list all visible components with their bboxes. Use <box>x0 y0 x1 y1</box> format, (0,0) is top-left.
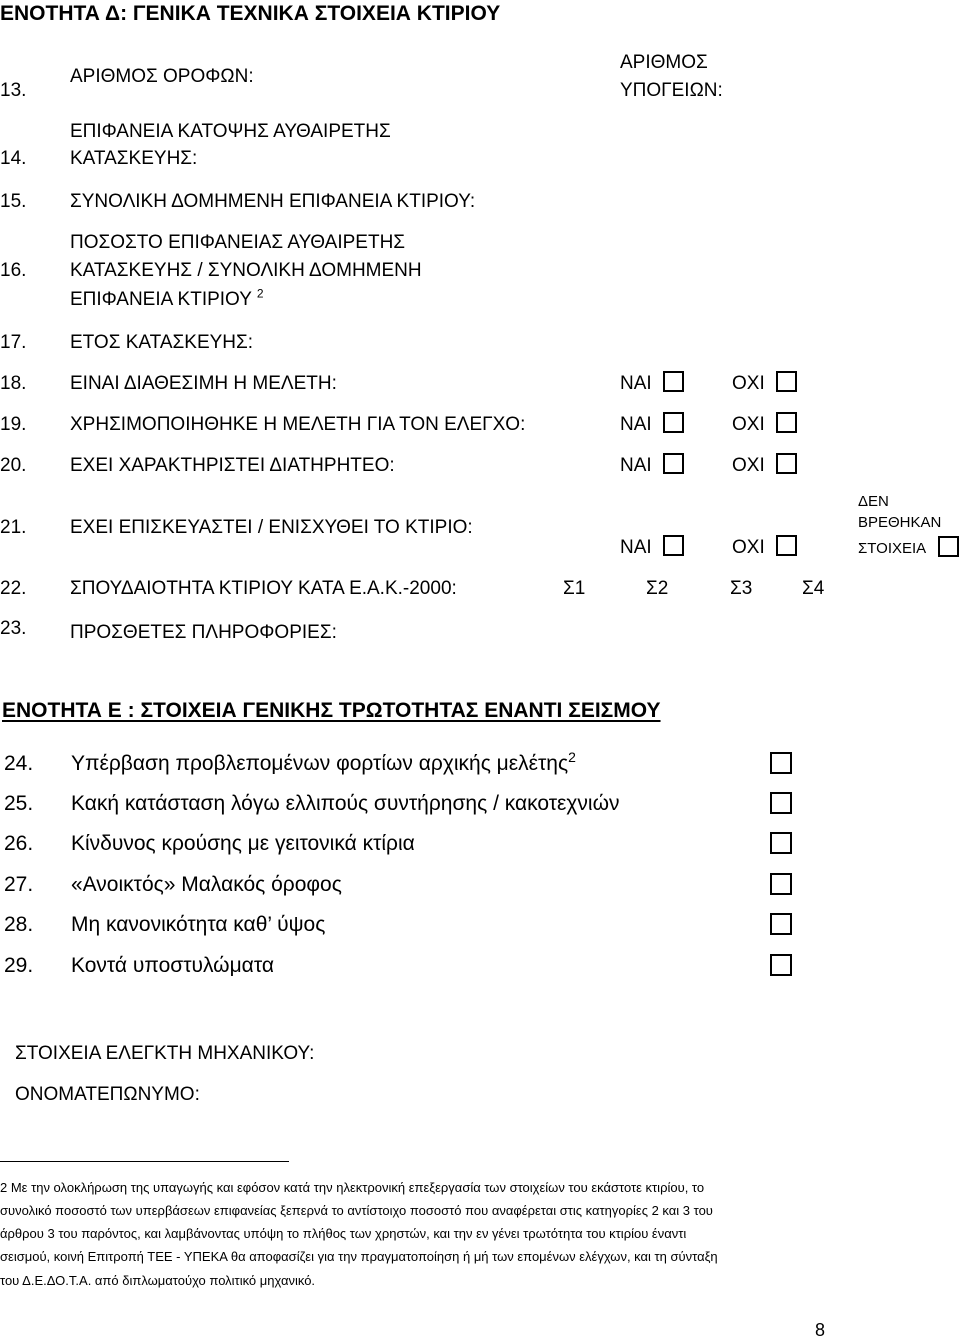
not-found-label-line2: ΒΡΕΘΗΚΑΝ <box>858 514 942 531</box>
item-28-label: Μη κανονικότητα καθ’ ύψος <box>71 913 326 936</box>
item-18-number: 18. <box>0 373 27 394</box>
importance-class-s4[interactable]: Σ4 <box>802 578 825 599</box>
item-15-label: ΣΥΝΟΛΙΚΗ ΔΟΜΗΜΕΝΗ ΕΠΙΦΑΝΕΙΑ ΚΤΙΡΙΟΥ: <box>70 191 476 212</box>
item-19-no-checkbox[interactable] <box>776 412 797 433</box>
item-22-label: ΣΠΟΥΔΑΙΟΤΗΤΑ ΚΤΙΡΙΟΥ ΚΑΤΑ Ε.Α.Κ.-2000: <box>70 578 457 599</box>
item-19-yes-checkbox[interactable] <box>663 412 684 433</box>
item-24-label-row <box>71 749 576 776</box>
item-25-number: 25. <box>4 792 34 815</box>
section-d-title: ΕΝΟΤΗΤΑ Δ: ΓΕΝΙΚΑ ΤΕΧΝΙΚΑ ΣΤΟΙΧΕΙΑ ΚΤΙΡΙΟΥ <box>0 2 501 25</box>
item-19-number: 19. <box>0 414 27 435</box>
item-18-yes-checkbox[interactable] <box>663 371 684 392</box>
item-29-number: 29. <box>4 954 34 977</box>
item-25-checkbox[interactable] <box>770 792 792 814</box>
item-19-yes-label: ΝΑΙ <box>620 414 652 435</box>
item-25-label: Κακή κατάσταση λόγω ελλιπούς συντήρησης / κακοτεχνιών <box>71 792 620 815</box>
item-16-label-line3: ΕΠΙΦΑΝΕΙΑ ΚΤΙΡΙΟΥ <box>70 289 252 310</box>
engineer-heading: ΣΤΟΙΧΕΙΑ ΕΛΕΓΚΤΗ ΜΗΧΑΝΙΚΟΥ: <box>15 1043 315 1064</box>
section-e-title: ΕΝΟΤΗΤΑ Ε : ΣΤΟΙΧΕΙΑ ΓΕΝΙΚΗΣ ΤΡΩΤΟΤΗΤΑΣ ΕΝΑΝΤΙ ΣΕΙΣΜΟΥ <box>2 699 661 722</box>
footnote-separator <box>0 1161 289 1162</box>
footnote-line2: συνολικό ποσοστό των υπερβάσεων επιφανείας ξεπερνά το αντίστοιχο ποσοστό που αναφέρεται στις κατηγορίες 2 και 3 του <box>0 1203 713 1218</box>
item-16-footnote-ref: 2 <box>256 286 264 301</box>
item-20-no-label: ΟΧΙ <box>732 455 765 476</box>
item-28-number: 28. <box>4 913 34 936</box>
item-24-footnote-ref: 2 <box>568 749 576 765</box>
item-16-number: 16. <box>0 260 27 281</box>
importance-class-s3[interactable]: Σ3 <box>730 578 753 599</box>
not-found-label-line3: ΣΤΟΙΧΕΙΑ <box>858 540 927 557</box>
item-23-number: 23. <box>0 618 27 639</box>
importance-class-s2[interactable]: Σ2 <box>646 578 669 599</box>
item-15-number: 15. <box>0 191 27 212</box>
item-24-checkbox[interactable] <box>770 752 792 774</box>
footnote-line3: άρθρου 3 του παρόντος, και λαμβάνοντας υπόψη το πλήθος των χρηστών, και την εν γένει τρωτότητα του κτιρίου έναντι <box>0 1226 687 1241</box>
item-14-number: 14. <box>0 148 27 169</box>
item-13-number: 13. <box>0 80 27 101</box>
item-29-checkbox[interactable] <box>770 954 792 976</box>
item-20-no-checkbox[interactable] <box>776 453 797 474</box>
item-21-yes-checkbox[interactable] <box>663 535 684 556</box>
engineer-name-label: ΟΝΟΜΑΤΕΠΩΝΥΜΟ: <box>15 1084 200 1105</box>
item-21-no-checkbox[interactable] <box>776 535 797 556</box>
footnote-line1: 2 Με την ολοκλήρωση της υπαγωγής και εφόσον κατά την ηλεκτρονική επεξεργασία των στοιχείων του εκάστοτε κτιρίου, το <box>0 1180 705 1195</box>
item-14-label-line1: ΕΠΙΦΑΝΕΙΑ ΚΑΤΟΨΗΣ ΑΥΘΑΙΡΕΤΗΣ <box>70 121 391 142</box>
item-26-checkbox[interactable] <box>770 832 792 854</box>
item-21-yes-label: ΝΑΙ <box>620 537 652 558</box>
item-16-label-line3-row <box>70 286 264 311</box>
item-13-label: ΑΡΙΘΜΟΣ ΟΡΟΦΩΝ: <box>70 66 254 87</box>
item-18-no-checkbox[interactable] <box>776 371 797 392</box>
page-number: 8 <box>815 1320 826 1340</box>
item-18-yes-label: ΝΑΙ <box>620 373 652 394</box>
item-18-label: ΕΙΝΑΙ ΔΙΑΘΕΣΙΜΗ Η ΜΕΛΕΤΗ: <box>70 373 337 394</box>
item-21-number: 21. <box>0 517 27 538</box>
item-17-number: 17. <box>0 332 27 353</box>
item-21-no-label: ΟΧΙ <box>732 537 765 558</box>
item-29-label: Κοντά υποστυλώματα <box>71 954 274 977</box>
item-26-number: 26. <box>4 832 34 855</box>
not-found-label-line1: ΔΕΝ <box>858 493 889 510</box>
item-27-label: «Ανοικτός» Μαλακός όροφος <box>71 873 342 896</box>
basements-label-line2: ΥΠΟΓΕΙΩΝ: <box>620 80 723 101</box>
item-19-no-label: ΟΧΙ <box>732 414 765 435</box>
item-16-label-line2: ΚΑΤΑΣΚΕΥΗΣ / ΣΥΝΟΛΙΚΗ ΔΟΜΗΜΕΝΗ <box>70 260 422 281</box>
importance-class-s1[interactable]: Σ1 <box>563 578 586 599</box>
item-20-yes-checkbox[interactable] <box>663 453 684 474</box>
footnote-line5: του Δ.Ε.ΔΟ.Τ.Α. από διπλωματούχο πολιτικό μηχανικό. <box>0 1273 316 1288</box>
basements-label-line1: ΑΡΙΘΜΟΣ <box>620 52 708 73</box>
item-16-label-line1: ΠΟΣΟΣΤΟ ΕΠΙΦΑΝΕΙΑΣ ΑΥΘΑΙΡΕΤΗΣ <box>70 232 406 253</box>
item-27-checkbox[interactable] <box>770 873 792 895</box>
item-24-number: 24. <box>4 752 34 775</box>
item-18-no-label: ΟΧΙ <box>732 373 765 394</box>
item-23-label: ΠΡΟΣΘΕΤΕΣ ΠΛΗΡΟΦΟΡΙΕΣ: <box>70 622 337 643</box>
item-22-number: 22. <box>0 578 27 599</box>
item-28-checkbox[interactable] <box>770 913 792 935</box>
item-17-label: ΕΤΟΣ ΚΑΤΑΣΚΕΥΗΣ: <box>70 332 254 353</box>
item-26-label: Κίνδυνος κρούσης με γειτονικά κτίρια <box>71 832 415 855</box>
item-27-number: 27. <box>4 873 34 896</box>
item-24-label: Υπέρβαση προβλεπομένων φορτίων αρχικής μελέτης <box>71 752 569 775</box>
footnote-line4: σεισμού, κοινή Επιτροπή ΤΕΕ - ΥΠΕΚΑ θα αποφασίζει για την πραγματοποίηση ή μή των επομένων ελέγχων, και τη σύνταξη <box>0 1249 718 1264</box>
item-20-yes-label: ΝΑΙ <box>620 455 652 476</box>
item-20-label: ΕΧΕΙ ΧΑΡΑΚΤΗΡΙΣΤΕΙ ΔΙΑΤΗΡΗΤΕΟ: <box>70 455 395 476</box>
not-found-checkbox[interactable] <box>938 536 959 557</box>
item-19-label: ΧΡΗΣΙΜΟΠΟΙΗΘΗΚΕ Η ΜΕΛΕΤΗ ΓΙΑ ΤΟΝ ΕΛΕΓΧΟ: <box>70 414 526 435</box>
item-21-label: ΕΧΕΙ ΕΠΙΣΚΕΥΑΣΤΕΙ / ΕΝΙΣΧΥΘΕΙ ΤΟ ΚΤΙΡΙΟ: <box>70 517 473 538</box>
item-20-number: 20. <box>0 455 27 476</box>
item-14-label-line2: ΚΑΤΑΣΚΕΥΗΣ: <box>70 148 198 169</box>
